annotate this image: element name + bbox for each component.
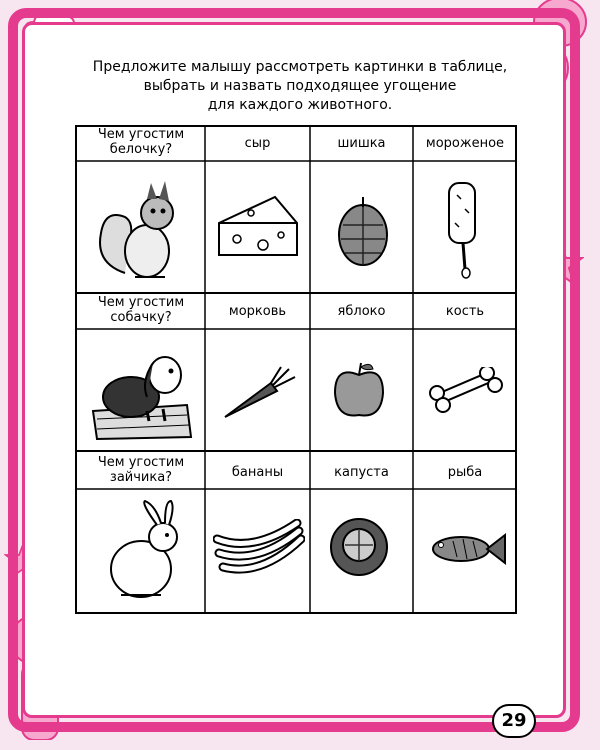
rabbit-icon xyxy=(101,497,191,605)
option-label: кость xyxy=(445,304,485,319)
instruction-line-1: Предложите малышу рассмотреть картинки в таблице, xyxy=(92,59,508,75)
question-animal: белочку? xyxy=(109,142,173,157)
option-label: рыба xyxy=(447,465,483,480)
option-label: бананы xyxy=(231,465,284,480)
question-line: Чем угостим xyxy=(97,295,185,310)
dog-icon xyxy=(87,341,197,441)
question-line: Чем угостим xyxy=(97,455,185,470)
bone-icon xyxy=(427,367,507,417)
question-cell xyxy=(79,455,203,485)
cabbage-icon xyxy=(327,515,391,579)
option-label: морковь xyxy=(228,304,287,319)
apple-icon xyxy=(329,359,389,423)
instruction-line-2: выбрать и назвать подходящее угощение xyxy=(143,78,457,94)
food-matching-table xyxy=(75,125,517,614)
question-cell xyxy=(79,295,203,325)
option-label: капуста xyxy=(334,465,389,480)
option-label: сыр xyxy=(244,136,271,151)
ice-cream-icon xyxy=(435,179,495,279)
option-label: шишка xyxy=(337,136,386,151)
fish-icon xyxy=(427,531,507,567)
question-cell xyxy=(79,127,203,157)
carrot-icon xyxy=(219,363,299,423)
bananas-icon xyxy=(213,519,305,579)
pinecone-icon xyxy=(333,195,393,275)
question-line: Чем угостим xyxy=(97,127,185,142)
option-label: яблоко xyxy=(337,304,386,319)
option-label: мороженое xyxy=(425,136,505,151)
question-animal: собачку? xyxy=(110,310,172,325)
cheese-icon xyxy=(215,193,300,263)
instruction-text xyxy=(70,58,530,115)
squirrel-icon xyxy=(95,173,185,283)
instruction-line-3: для каждого животного. xyxy=(207,97,393,113)
page-number: 29 xyxy=(492,704,536,738)
question-animal: зайчика? xyxy=(109,470,173,485)
